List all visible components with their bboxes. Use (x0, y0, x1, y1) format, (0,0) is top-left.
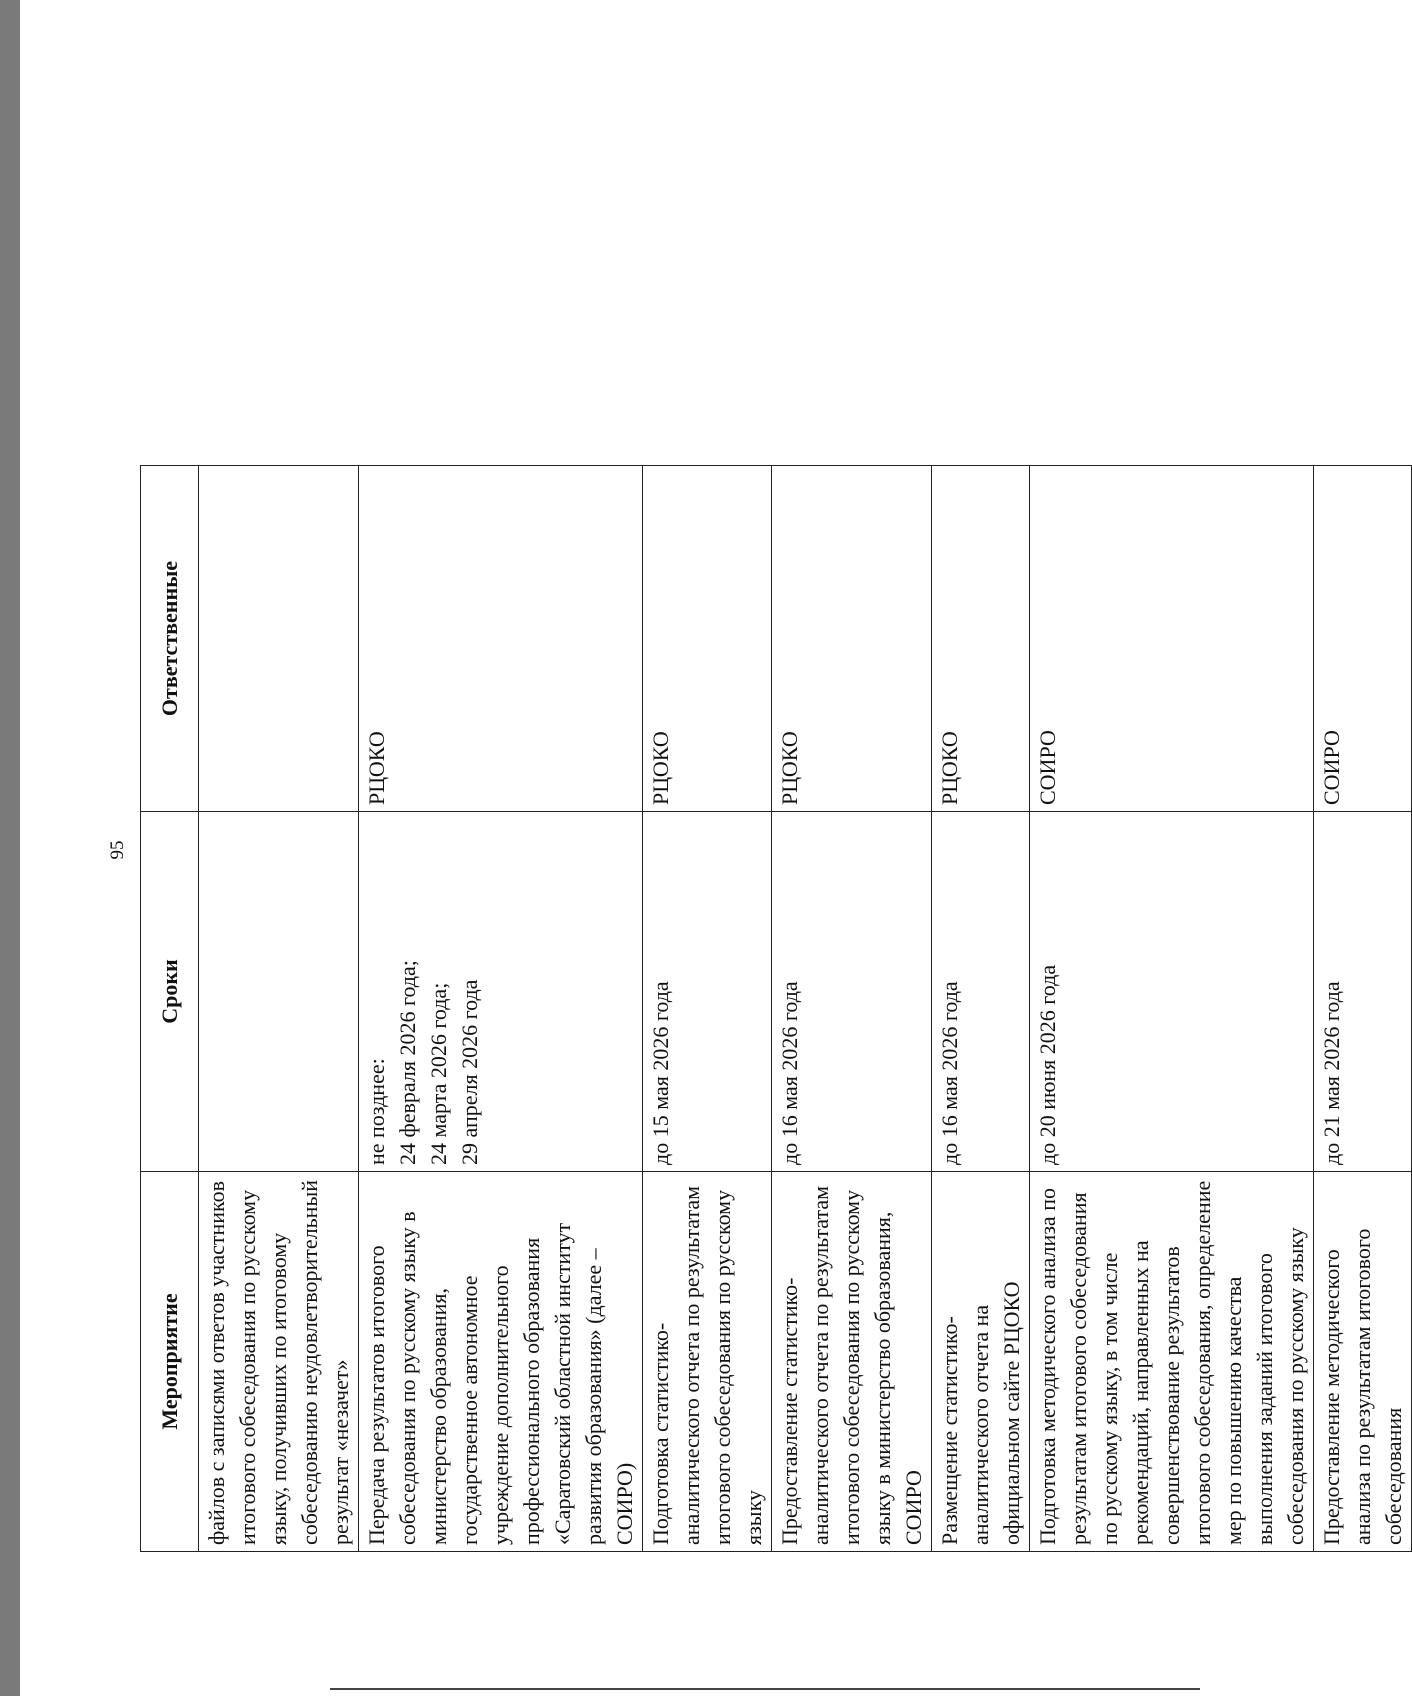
deadline-line: 24 марта 2026 года; (426, 982, 451, 1165)
deadline-line: 24 февраля 2026 года; (395, 960, 420, 1165)
schedule-table-rotated (140, 96, 1406, 1552)
event-cell: Предоставление методического анализа по результатам итогового собеседования (1314, 1172, 1412, 1552)
header-deadline: Сроки (141, 812, 199, 1172)
event-cell: Передача результатов итогового собеседования по русскому языку в министерство образования, государственное автономное учреждение дополнительного профессионального образования «Саратовский областной институт развития образования» (далее – СОИРО) (359, 1172, 643, 1552)
table-row (359, 96, 643, 1552)
event-cell: Размещение статистико-аналитического отчета на официальном сайте РЦОКО (932, 1172, 1030, 1552)
responsible-cell (199, 466, 359, 812)
responsible-cell: РЦОКО (643, 466, 772, 812)
table-row (772, 96, 932, 1552)
header-responsible: Ответственные (141, 466, 199, 812)
table-row (932, 96, 1030, 1552)
scan-edge-bar (0, 0, 20, 1696)
table-row (199, 96, 359, 1552)
table-row (643, 96, 772, 1552)
deadline-cell: до 15 мая 2026 года (643, 812, 772, 1172)
responsible-cell: РЦОКО (772, 466, 932, 812)
deadline-line: не позднее: (364, 1058, 389, 1165)
deadline-cell: до 21 мая 2026 года (1314, 812, 1412, 1172)
deadline-cell: до 20 июня 2026 года (1030, 812, 1314, 1172)
event-cell: Подготовка статистико-аналитического отчета по результатам итогового собеседования по русскому языку (643, 1172, 772, 1552)
header-event: Мероприятие (141, 1172, 199, 1552)
responsible-cell: СОИРО (1030, 466, 1314, 812)
page-number: 95 (107, 840, 128, 860)
deadline-cell (359, 812, 643, 1172)
table-row (1030, 96, 1314, 1552)
event-cell: файлов с записями ответов участников итогового собеседования по русскому языку, получивших по итоговому собеседованию неудовлетворительный результат «незачет» (199, 1172, 359, 1552)
responsible-cell: СОИРО (1314, 466, 1412, 812)
table-header-row (141, 96, 199, 1552)
responsible-cell: РЦОКО (932, 466, 1030, 812)
deadline-cell (199, 812, 359, 1172)
scan-bottom-edge (330, 1688, 1200, 1690)
event-cell: Предоставление статистико-аналитического отчета по результатам итогового собеседования по русскому языку в министерство образования, СОИРО (772, 1172, 932, 1552)
deadline-line: 29 апреля 2026 года (457, 979, 482, 1165)
schedule-table (140, 95, 1412, 1552)
deadline-cell: до 16 мая 2026 года (772, 812, 932, 1172)
event-cell: Подготовка методического анализа по результатам итогового собеседования по русскому языку, в том числе рекомендаций, направленных на совершенствование результатов итогового собеседования, определение мер по повышению качества выполнения заданий итогового собеседования по русскому языку (1030, 1172, 1314, 1552)
table-row (1314, 96, 1412, 1552)
responsible-cell: РЦОКО (359, 466, 643, 812)
deadline-cell: до 16 мая 2026 года (932, 812, 1030, 1172)
